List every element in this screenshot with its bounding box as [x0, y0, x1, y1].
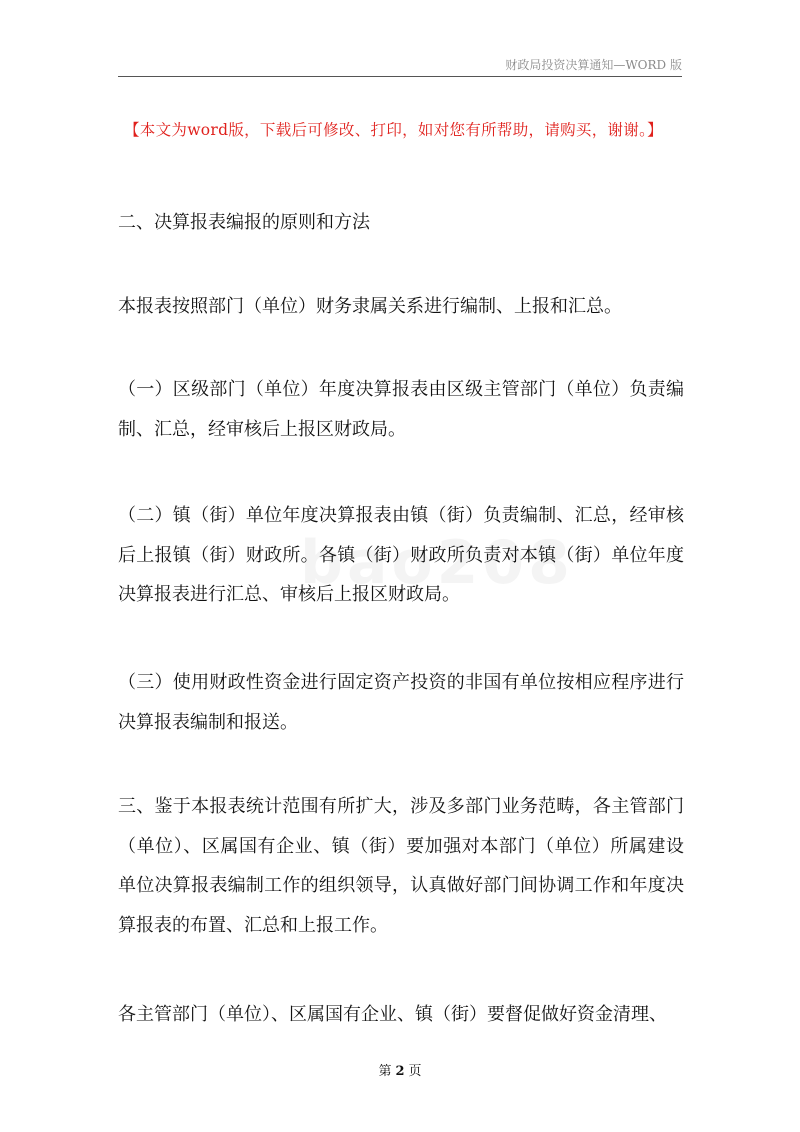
page-number-prefix: 第	[378, 1064, 392, 1079]
paragraph: （一）区级部门（单位）年度决算报表由区级主管部门（单位）负责编制、汇总，经审核后上报区财政局。	[118, 379, 684, 440]
paragraph: 三、鉴于本报表统计范围有所扩大，涉及多部门业务范畴，各主管部门（单位）、区属国有企业、镇（街）要加强对本部门（单位）所属建设单位决算报表编制工作的组织领导，认真做好部门间协调工作和年度决算报表的布置、汇总和上报工作。	[118, 796, 684, 936]
section-heading: 二、决算报表编报的原则和方法	[118, 212, 370, 233]
header-divider	[118, 76, 682, 77]
purchase-notice: 【本文为word版，下载后可修改、打印，如对您有所帮助，请购买，谢谢。】	[124, 121, 663, 139]
page-footer	[0, 1060, 800, 1079]
paragraph: （二）镇（街）单位年度决算报表由镇（街）负责编制、汇总，经审核后上报镇（街）财政所。各镇（街）财政所负责对本镇（街）单位年度决算报表进行汇总、审核后上报区财政局。	[118, 505, 684, 605]
paragraph: 各主管部门（单位）、区属国有企业、镇（街）要督促做好资金清理、	[118, 1004, 667, 1025]
paragraph: （三）使用财政性资金进行固定资产投资的非国有单位按相应程序进行决算报表编制和报送。	[118, 672, 684, 733]
paragraph: 本报表按照部门（单位）财务隶属关系进行编制、上报和汇总。	[118, 296, 622, 317]
document-header-title: 财政局投资决算通知—WORD 版	[505, 58, 682, 72]
page-number: 2	[395, 1064, 405, 1079]
page-number-suffix: 页	[408, 1064, 422, 1079]
